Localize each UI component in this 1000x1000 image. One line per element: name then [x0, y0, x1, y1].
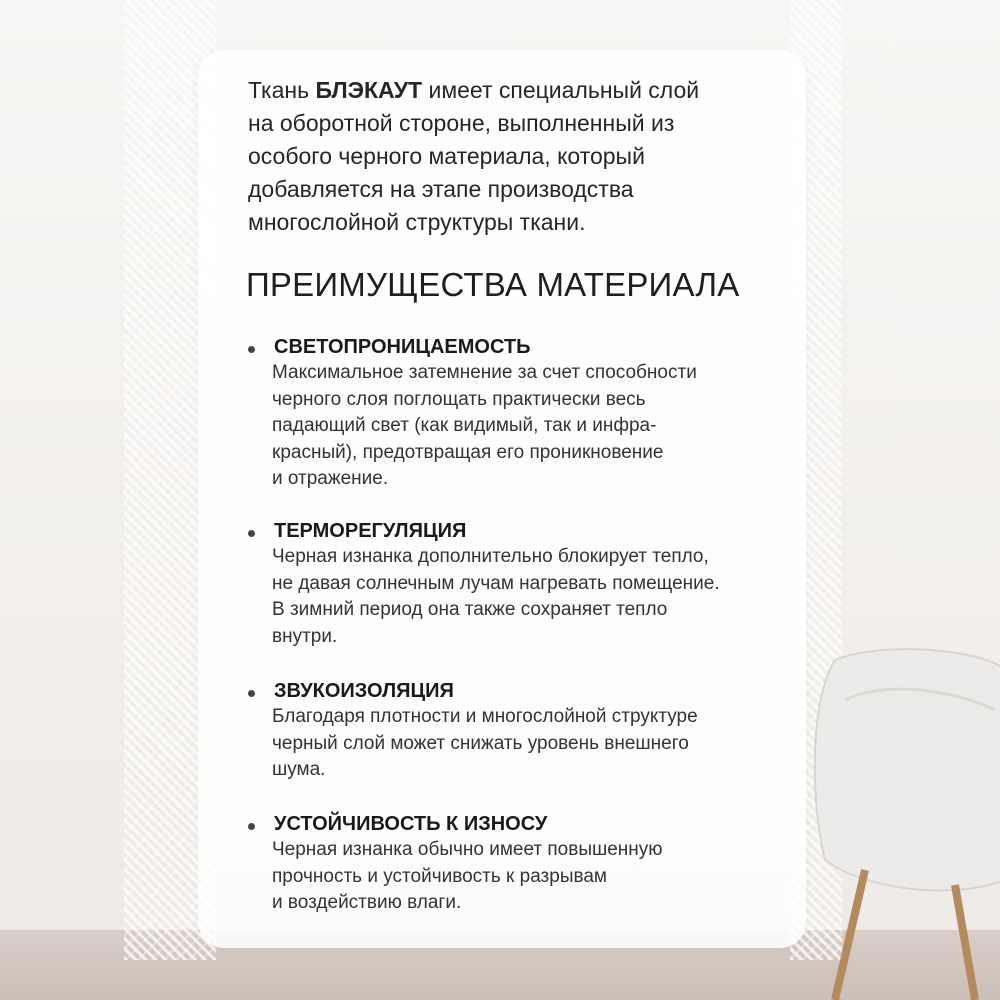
- section-title: ПРЕИМУЩЕСТВА МАТЕРИАЛА: [246, 266, 740, 303]
- benefit-title: СВЕТОПРОНИЦАЕМОСТЬ: [274, 336, 531, 358]
- benefit-line: Черная изнанка дополнительно блокирует тепло,: [272, 546, 709, 567]
- intro-brand: БЛЭКАУТ: [315, 77, 423, 103]
- benefit-description: [272, 704, 792, 784]
- intro-line: на оборотной стороне, выполненный из: [248, 110, 675, 136]
- intro-paragraph: [248, 74, 778, 239]
- curtain-band-blue-top: [790, 0, 842, 50]
- bullet-icon: [248, 346, 255, 353]
- bullet-icon: [248, 690, 255, 697]
- benefit-line: падающий свет (как видимый, так и инфра-: [272, 415, 657, 436]
- benefit-line: внутри.: [272, 625, 338, 647]
- curtain-band-cream: [124, 0, 216, 40]
- benefit-line: черного слоя поглощать практически весь: [272, 388, 646, 410]
- benefit-line: В зимний период она также сохраняет тепло: [272, 599, 668, 620]
- benefit-line: Черная изнанка обычно имеет повышенную: [272, 839, 663, 860]
- intro-prefix: Ткань: [248, 77, 316, 103]
- benefit-line: не давая солнечным лучам нагревать помещение.: [272, 572, 720, 594]
- benefit-line: и воздействию влаги.: [272, 892, 462, 913]
- intro-line: имеет специальный слой: [422, 77, 700, 103]
- armchair-image: [805, 640, 1000, 1000]
- benefit-title: УСТОЙЧИВОСТЬ К ИЗНОСУ: [274, 813, 548, 835]
- benefit-description: [272, 544, 792, 650]
- intro-line: многослойной структуры ткани.: [248, 209, 586, 235]
- benefit-line: шума.: [272, 759, 326, 780]
- intro-line: добавляется на этапе производства: [248, 176, 634, 202]
- benefit-description: [272, 360, 792, 493]
- bullet-icon: [248, 530, 255, 537]
- benefit-line: черный слой может снижать уровень внешнего: [272, 732, 689, 754]
- intro-line: особого черного материала, который: [248, 143, 645, 169]
- benefit-line: и отражение.: [272, 468, 389, 489]
- benefit-line: прочность и устойчивость к разрывам: [272, 865, 607, 887]
- benefit-line: красный), предотвращая его проникновение: [272, 441, 664, 463]
- benefit-title: ТЕРМОРЕГУЛЯЦИЯ: [274, 520, 467, 542]
- benefit-description: [272, 837, 792, 917]
- benefit-line: Максимальное затемнение за счет способности: [272, 362, 697, 383]
- bullet-icon: [248, 823, 255, 830]
- benefit-title: ЗВУКОИЗОЛЯЦИЯ: [274, 680, 454, 702]
- benefit-line: Благодаря плотности и многослойной структуре: [272, 706, 698, 727]
